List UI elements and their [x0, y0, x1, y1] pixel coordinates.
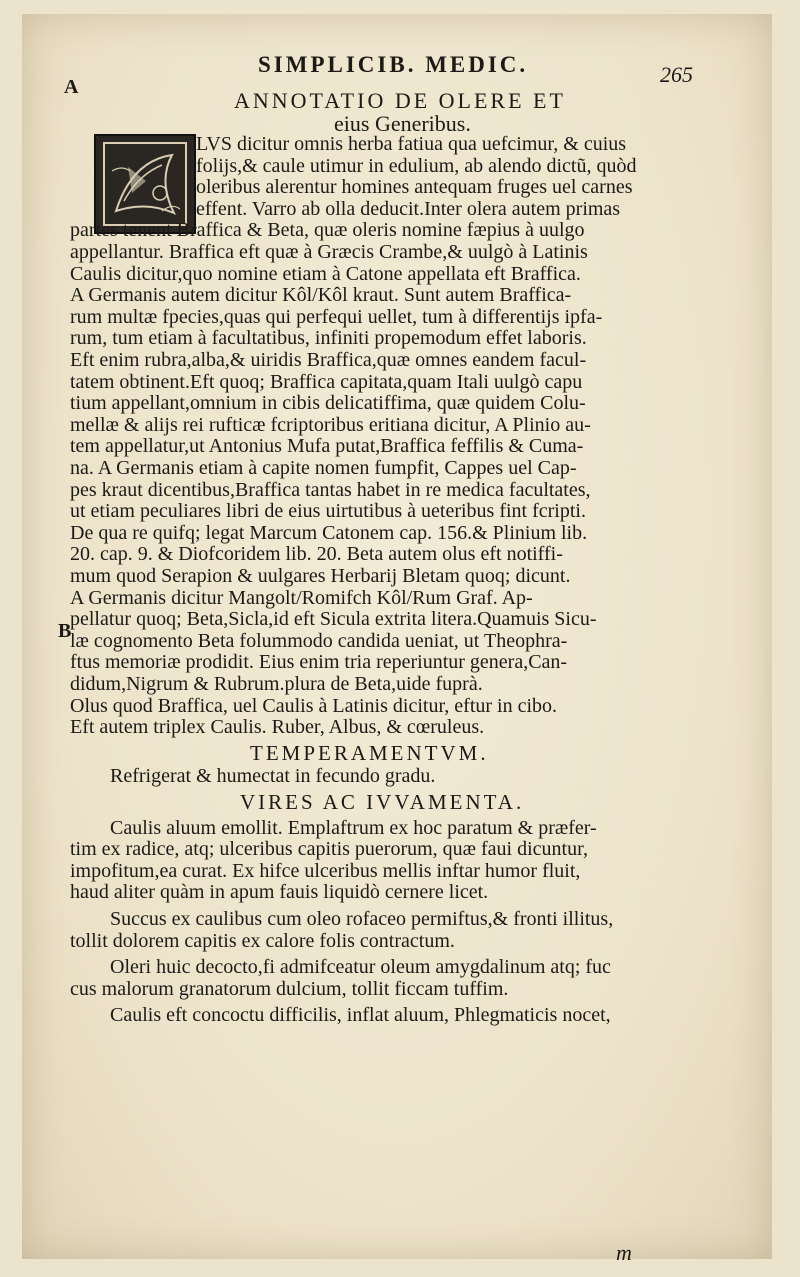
body-line: De qua re quifq; legat Marcum Catonem cap. 156.& Plinium lib.: [70, 521, 588, 544]
body-line: tatem obtinent.Eft quoq; Braffica capitata,quam Itali uulgò capu: [70, 370, 583, 393]
body-line: rum multæ fpecies,quas qui perfequi uellet, tum à differentijs ipfa-: [70, 305, 603, 328]
body-line: Olus quod Braffica, uel Caulis à Latinis dicitur, eftur in cibo.: [70, 694, 558, 717]
body-line: læ cognomento Beta folummodo candida ueniat, ut Theophra-: [70, 629, 568, 652]
body-line: tium appellant,omnium in cibis delicatiffima, quæ quidem Colu-: [70, 392, 586, 415]
section-heading-vires: VIRES AC IVVAMENTA.: [240, 790, 525, 814]
running-head: SIMPLICIB. MEDIC.: [258, 52, 529, 77]
section-line: Succus ex caulibus cum oleo rofaceo permiftus,& fronti illitus,: [110, 908, 614, 930]
body-line: ut etiam peculiares libri de eius uirtutibus à ueteribus fint fcripti.: [70, 500, 586, 523]
body-line: mum quod Serapion & uulgares Herbarij Bletam quoq; dicunt.: [70, 565, 571, 587]
section-line: Caulis eft concoctu difficilis, inflat aluum, Phlegmaticis nocet,: [110, 1004, 611, 1027]
body-line: pes kraut dicentibus,Braffica tantas habet in re medica facultates,: [70, 478, 591, 501]
body-line: A Germanis autem dicitur Kôl/Kôl kraut. Sunt autem Braffica-: [70, 284, 572, 307]
body-line: effent. Varro ab olla deducit.Inter olera autem primas: [196, 197, 621, 220]
catchword: m: [616, 1240, 632, 1265]
page-number: 265: [660, 62, 693, 87]
section-line: impofitum,ea curat. Ex hifce ulceribus mellis inftar humor fluit,: [70, 859, 581, 882]
body-line: rum, tum etiam à facultatibus, infiniti propemodum effet laboris.: [70, 327, 587, 350]
section-line: haud aliter quàm in apum fauis liquidò cernere licet.: [70, 881, 489, 904]
book-page: [22, 14, 772, 1265]
margin-letter-a: A: [64, 76, 79, 98]
body-line: LVS dicitur omnis herba fatiua qua uefcimur, & cuius: [196, 133, 627, 155]
body-line: Caulis dicitur,quo nomine etiam à Catone appellata eft Braffica.: [70, 262, 581, 285]
margin-letter-b: B: [58, 620, 72, 642]
chapter-title: ANNOTATIO DE OLERE ET: [234, 88, 566, 113]
body-line: didum,Nigrum & Rubrum.plura de Beta,uide fuprà.: [70, 673, 483, 695]
chapter-subtitle: eius Generibus.: [334, 111, 471, 136]
body-line: na. A Germanis etiam à capite nomen fumpfit, Cappes uel Cap-: [70, 457, 577, 479]
body-line: 20. cap. 9. & Diofcoridem lib. 20. Beta autem olus eft notiffi-: [70, 543, 563, 566]
section-line: tim ex radice, atq; ulceribus capitis puerorum, quæ faui dicuntur,: [70, 838, 588, 861]
body-line: Eft enim rubra,alba,& uiridis Braffica,quæ omnes eandem facul-: [70, 349, 587, 371]
section-line: cus malorum granatorum dulcium, tollit ficcam tuffim.: [70, 977, 509, 1000]
body-line: A Germanis dicitur Mangolt/Romifch Kôl/Rum Graf. Ap-: [70, 586, 533, 609]
section-line: tollit dolorem capitis ex calore folis contractum.: [70, 929, 455, 952]
body-line: mellæ & alijs rei rufticæ fcriptoribus eritiana dicitur, A Plinio au-: [70, 413, 591, 436]
section-line: Caulis aluum emollit. Emplaftrum ex hoc paratum & præfer-: [110, 816, 597, 839]
body-line: tem appellatur,ut Antonius Mufa putat,Braffica feffilis & Cuma-: [70, 435, 584, 458]
body-line: Eft autem triplex Caulis. Ruber, Albus, & cœruleus.: [70, 716, 485, 739]
body-line: ftus memoriæ prodidit. Eius enim tria reperiuntur genera,Can-: [70, 651, 568, 674]
section-line: Refrigerat & humectat in fecundo gradu.: [110, 765, 436, 788]
body-line: oleribus alerentur homines antequam fruges uel carnes: [196, 176, 633, 199]
section-heading-temperamentum: TEMPERAMENTVM.: [250, 740, 489, 765]
body-line: appellantur. Braffica eft quæ à Græcis Crambe,& uulgò à Latinis: [70, 241, 588, 263]
body-line: folijs,& caule utimur in edulium, ab alendo dictũ, quòd: [196, 154, 637, 177]
body-line: pellatur quoq; Beta,Sicla,id eft Sicula extrita litera.Quamuis Sicu-: [70, 608, 597, 631]
body-line: partes tenent Braffica & Beta, quæ oleris nomine fæpius à uulgo: [70, 219, 585, 242]
section-line: Oleri huic decocto,fi admifceatur oleum amygdalinum atq; fuc: [110, 956, 611, 979]
